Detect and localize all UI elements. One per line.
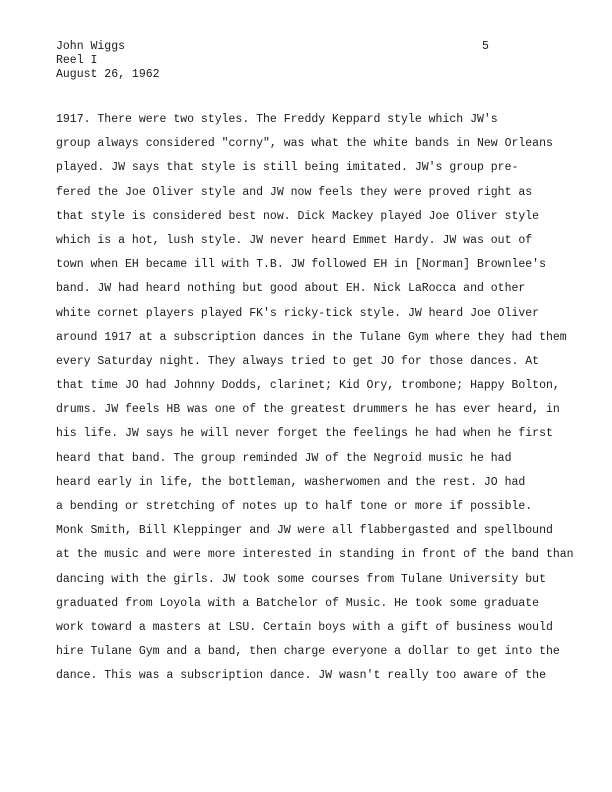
interviewee-name: John Wiggs — [56, 40, 126, 53]
text-line: white cornet players played FK's ricky-tick style. JW heard Joe Oliver — [56, 306, 540, 320]
text-line: band. JW had heard nothing but good about EH. Nick LaRocca and other — [56, 282, 526, 296]
text-line: drums. JW feels HB was one of the greatest drummers he has ever heard, in — [56, 403, 560, 417]
text-line: heard early in life, the bottleman, washerwomen and the rest. JO had — [56, 475, 526, 489]
transcript-body — [56, 108, 604, 689]
text-line: that time JO had Johnny Dodds, clarinet; Kid Ory, trombone; Happy Bolton, — [56, 379, 560, 393]
text-line: fered the Joe Oliver style and JW now feels they were proved right as — [56, 185, 533, 199]
text-line: his life. JW says he will never forget the feelings he had when he first — [56, 427, 553, 441]
reel-label: Reel I — [56, 54, 98, 67]
text-line: that style is considered best now. Dick Mackey played Joe Oliver style — [56, 209, 540, 223]
text-line: every Saturday night. They always tried to get JO for those dances. At — [56, 354, 540, 368]
text-line: at the music and were more interested in standing in front of the band than — [56, 548, 574, 562]
text-line: dancing with the girls. JW took some courses from Tulane University but — [56, 572, 546, 586]
text-line: which is a hot, lush style. JW never heard Emmet Hardy. JW was out of — [56, 233, 533, 247]
text-line: group always considered "corny", was what the white bands in New Orleans — [56, 137, 553, 151]
text-line: work toward a masters at LSU. Certain boys with a gift of business would — [56, 620, 553, 634]
text-line: Monk Smith, Bill Kleppinger and JW were all flabbergasted and spellbound — [56, 524, 553, 538]
text-line: heard that band. The group reminded JW of the Negroid music he had — [56, 451, 512, 465]
document-header — [56, 40, 160, 82]
text-line: graduated from Loyola with a Batchelor of Music. He took some graduate — [56, 596, 540, 610]
text-line: around 1917 at a subscription dances in the Tulane Gym where they had them — [56, 330, 567, 344]
text-line: dance. This was a subscription dance. JW wasn't really too aware of the — [56, 669, 546, 683]
text-line: hire Tulane Gym and a band, then charge everyone a dollar to get into the — [56, 645, 560, 659]
text-line: played. JW says that style is still being imitated. JW's group pre- — [56, 161, 519, 175]
text-line: a bending or stretching of notes up to half tone or more if possible. — [56, 500, 533, 513]
page-number: 5 — [482, 40, 489, 53]
interview-date: August 26, 1962 — [56, 68, 160, 81]
text-line: 1917. There were two styles. The Freddy Keppard style which JW's — [56, 113, 498, 126]
text-line: town when EH became ill with T.B. JW followed EH in [Norman] Brownlee's — [56, 258, 546, 272]
